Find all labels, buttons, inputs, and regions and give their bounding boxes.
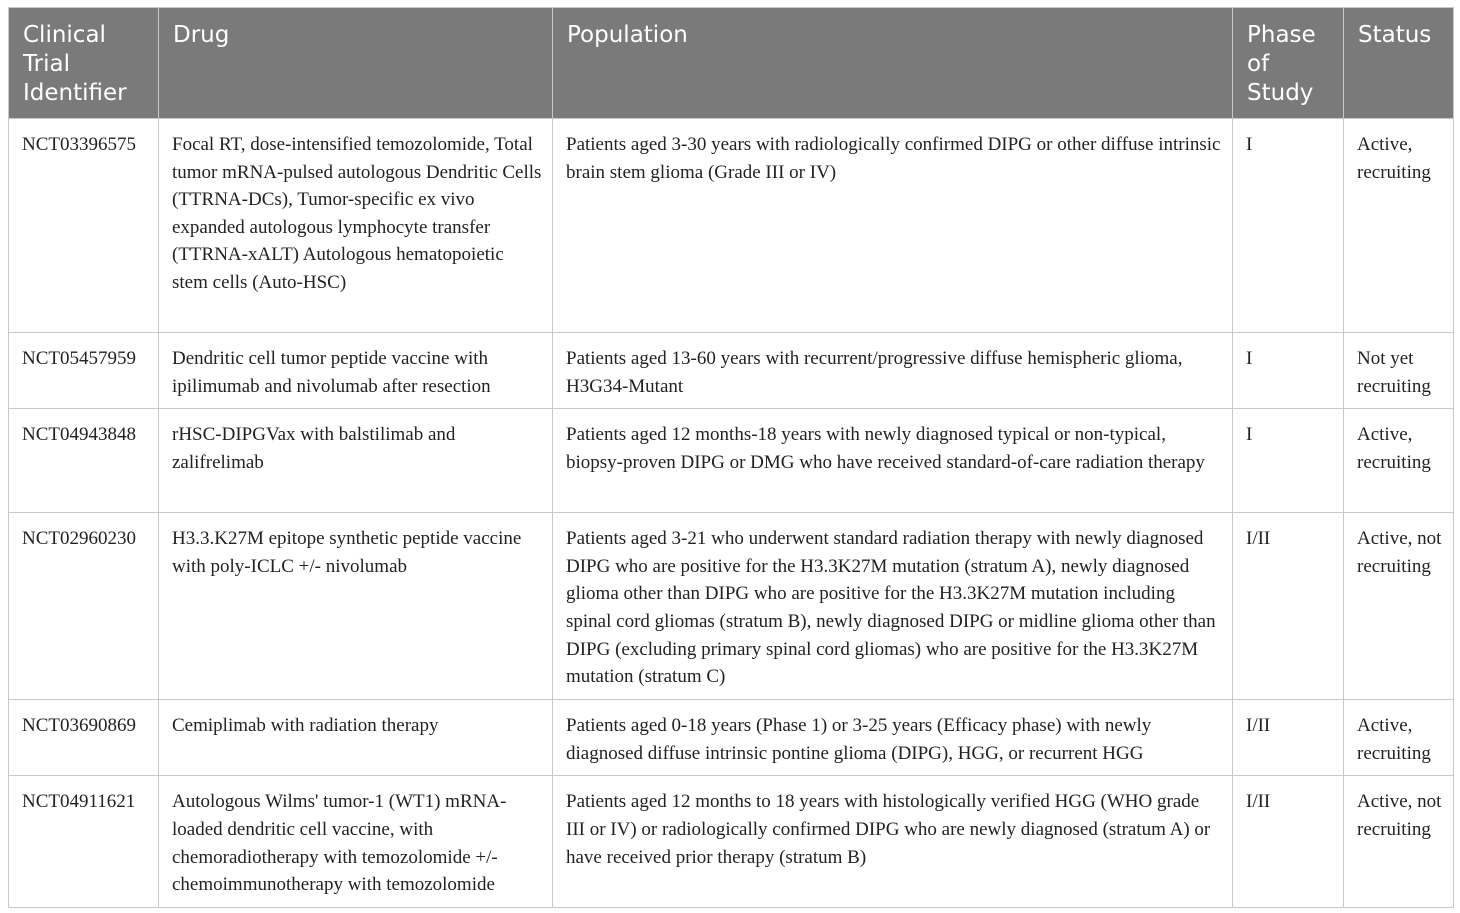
header-identifier: Clinical Trial Identifier [9, 8, 159, 119]
cell-status: Active, recruiting [1344, 700, 1454, 776]
table-row [9, 513, 1454, 700]
cell-population: Patients aged 3-21 who underwent standard radiation therapy with newly diagnosed DIPG who are positive for the H3.3K27M mutation (stratum A), newly diagnosed glioma other than DIPG who are positive for the H3.3K27M mutation including spinal cord gliomas (stratum B), newly diagnosed DIPG or midline glioma other than DIPG (excluding primary spinal cord gliomas) who are positive for the H3.3K27M mutation (stratum C) [553, 513, 1233, 700]
cell-identifier: NCT04943848 [9, 409, 159, 513]
cell-phase: I [1233, 333, 1344, 409]
cell-drug: Focal RT, dose-intensified temozolomide, Total tumor mRNA-pulsed autologous Dendritic Cells (TTRNA-DCs), Tumor-specific ex vivo expanded autologous lymphocyte transfer (TTRNA-xALT) Autologous hematopoietic stem cells (Auto-HSC) [159, 119, 553, 333]
cell-phase: I [1233, 119, 1344, 333]
cell-identifier: NCT03690869 [9, 700, 159, 776]
cell-population: Patients aged 3-30 years with radiologically confirmed DIPG or other diffuse intrinsic brain stem glioma (Grade III or IV) [553, 119, 1233, 333]
cell-population: Patients aged 12 months-18 years with newly diagnosed typical or non-typical, biopsy-proven DIPG or DMG who have received standard-of-care radiation therapy [553, 409, 1233, 513]
header-status: Status [1344, 8, 1454, 119]
cell-identifier: NCT02960230 [9, 513, 159, 700]
table-row [9, 700, 1454, 776]
table-row [9, 776, 1454, 907]
cell-population: Patients aged 13-60 years with recurrent/progressive diffuse hemispheric glioma, H3G34-Mutant [553, 333, 1233, 409]
cell-identifier: NCT05457959 [9, 333, 159, 409]
clinical-trials-table [8, 7, 1454, 908]
cell-drug: Dendritic cell tumor peptide vaccine with ipilimumab and nivolumab after resection [159, 333, 553, 409]
header-population: Population [553, 8, 1233, 119]
header-row [9, 8, 1454, 119]
cell-drug: Cemiplimab with radiation therapy [159, 700, 553, 776]
cell-phase: I/II [1233, 513, 1344, 700]
cell-identifier: NCT04911621 [9, 776, 159, 907]
cell-status: Active, recruiting [1344, 409, 1454, 513]
table-body [9, 119, 1454, 908]
cell-phase: I/II [1233, 776, 1344, 907]
cell-phase: I/II [1233, 700, 1344, 776]
cell-drug: rHSC-DIPGVax with balstilimab and zalifrelimab [159, 409, 553, 513]
table-row [9, 333, 1454, 409]
cell-drug: Autologous Wilms' tumor-1 (WT1) mRNA-loaded dendritic cell vaccine, with chemoradiotherapy with temozolomide +/- chemoimmunotherapy with temozolomide [159, 776, 553, 907]
table-header [9, 8, 1454, 119]
cell-phase: I [1233, 409, 1344, 513]
cell-drug: H3.3.K27M epitope synthetic peptide vaccine with poly-ICLC +/- nivolumab [159, 513, 553, 700]
cell-status: Active, not recruiting [1344, 513, 1454, 700]
table-row [9, 409, 1454, 513]
cell-status: Not yet recruiting [1344, 333, 1454, 409]
table-row [9, 119, 1454, 333]
cell-population: Patients aged 12 months to 18 years with histologically verified HGG (WHO grade III or IV) or radiologically confirmed DIPG who are newly diagnosed (stratum A) or have received prior therapy (stratum B) [553, 776, 1233, 907]
header-phase: Phase of Study [1233, 8, 1344, 119]
cell-status: Active, not recruiting [1344, 776, 1454, 907]
cell-identifier: NCT03396575 [9, 119, 159, 333]
cell-population: Patients aged 0-18 years (Phase 1) or 3-25 years (Efficacy phase) with newly diagnosed diffuse intrinsic pontine glioma (DIPG), HGG, or recurrent HGG [553, 700, 1233, 776]
cell-status: Active, recruiting [1344, 119, 1454, 333]
header-drug: Drug [159, 8, 553, 119]
